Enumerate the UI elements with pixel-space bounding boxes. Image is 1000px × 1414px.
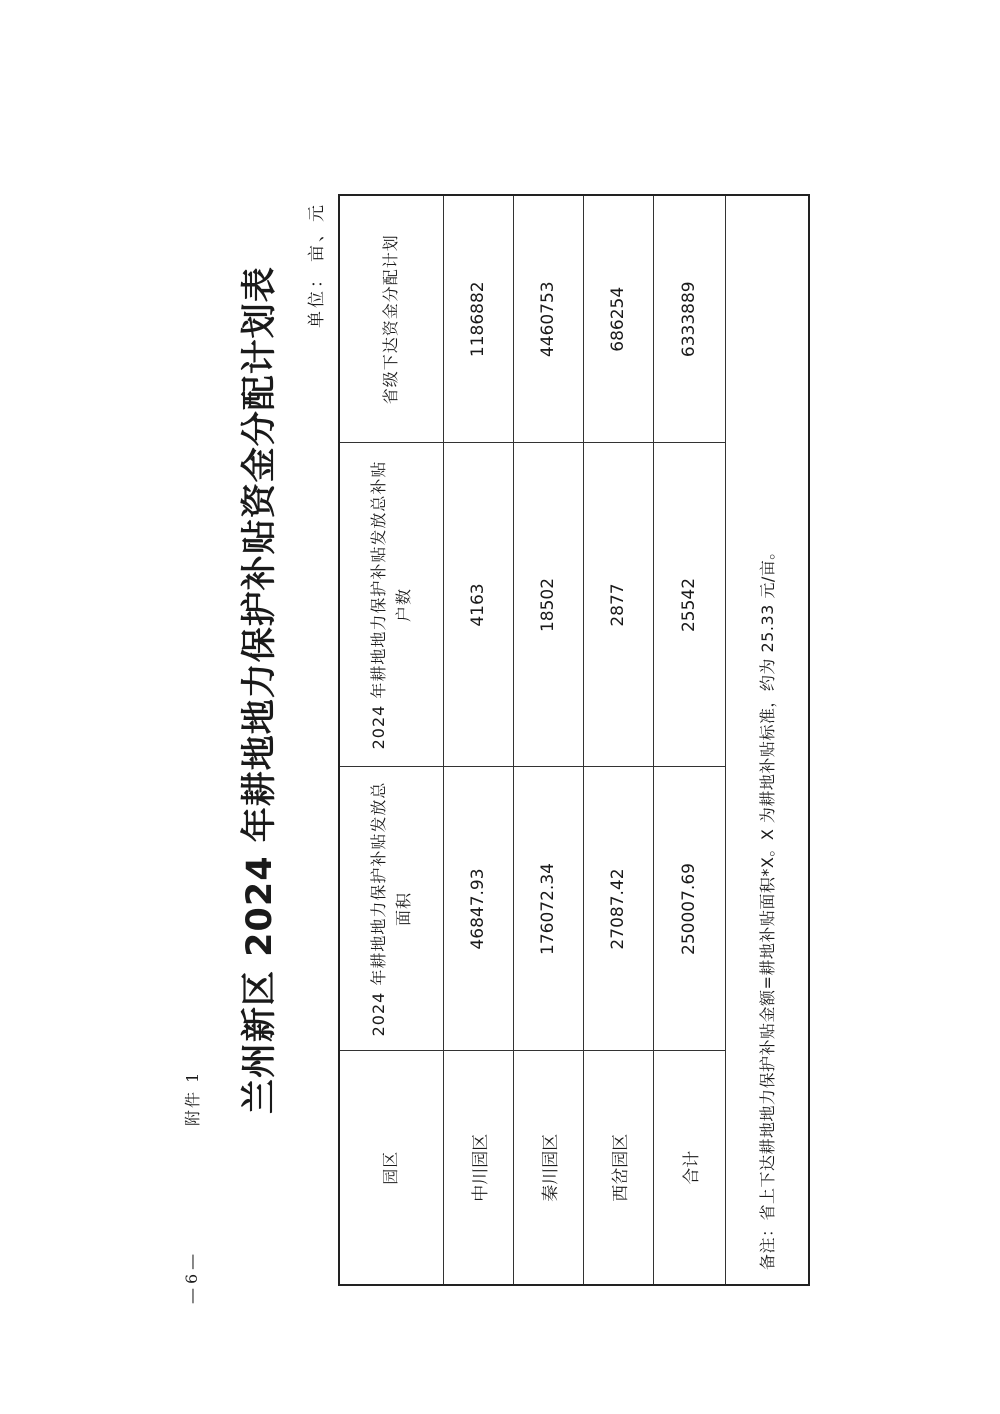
header-total-area: 2024 年耕地地力保护补贴发放总面积 <box>339 767 443 1051</box>
cell-allocation: 6333889 <box>653 195 725 443</box>
allocation-table <box>338 194 810 1286</box>
cell-households: 2877 <box>583 443 653 767</box>
cell-area: 176072.34 <box>513 767 583 1051</box>
table-row <box>443 195 513 1285</box>
cell-district: 中川园区 <box>443 1051 513 1285</box>
unit-prefix: 单位： <box>307 268 327 328</box>
header-provincial-allocation: 省级下达资金分配计划 <box>339 195 443 443</box>
cell-district: 合计 <box>653 1051 725 1285</box>
cell-area: 46847.93 <box>443 767 513 1051</box>
cell-households: 25542 <box>653 443 725 767</box>
page-number: —6— <box>182 1249 201 1304</box>
cell-allocation: 686254 <box>583 195 653 443</box>
cell-households: 18502 <box>513 443 583 767</box>
header-total-households: 2024 年耕地地力保护补贴发放总补贴户数 <box>339 443 443 767</box>
table-row-total <box>653 195 725 1285</box>
cell-households: 4163 <box>443 443 513 767</box>
document-title: 兰州新区 2024 年耕地地力保护补贴资金分配计划表 <box>240 266 280 1114</box>
header-district: 园区 <box>339 1051 443 1285</box>
attachment-label: 附件 1 <box>183 1070 202 1126</box>
table-note: 备注：省上下达耕地地力保护补贴金额=耕地补贴面积*X。X 为耕地补贴标准，约为 25.33 元/亩。 <box>725 195 809 1285</box>
cell-allocation: 4460753 <box>513 195 583 443</box>
cell-district: 西岔园区 <box>583 1051 653 1285</box>
table-note-row <box>725 195 809 1285</box>
table-row <box>583 195 653 1285</box>
cell-area: 250007.69 <box>653 767 725 1051</box>
cell-allocation: 1186882 <box>443 195 513 443</box>
unit-label <box>302 202 327 334</box>
cell-area: 27087.42 <box>583 767 653 1051</box>
cell-district: 秦川园区 <box>513 1051 583 1285</box>
unit-value: 亩、元 <box>307 202 327 262</box>
table-row <box>513 195 583 1285</box>
table-header-row <box>339 195 443 1285</box>
